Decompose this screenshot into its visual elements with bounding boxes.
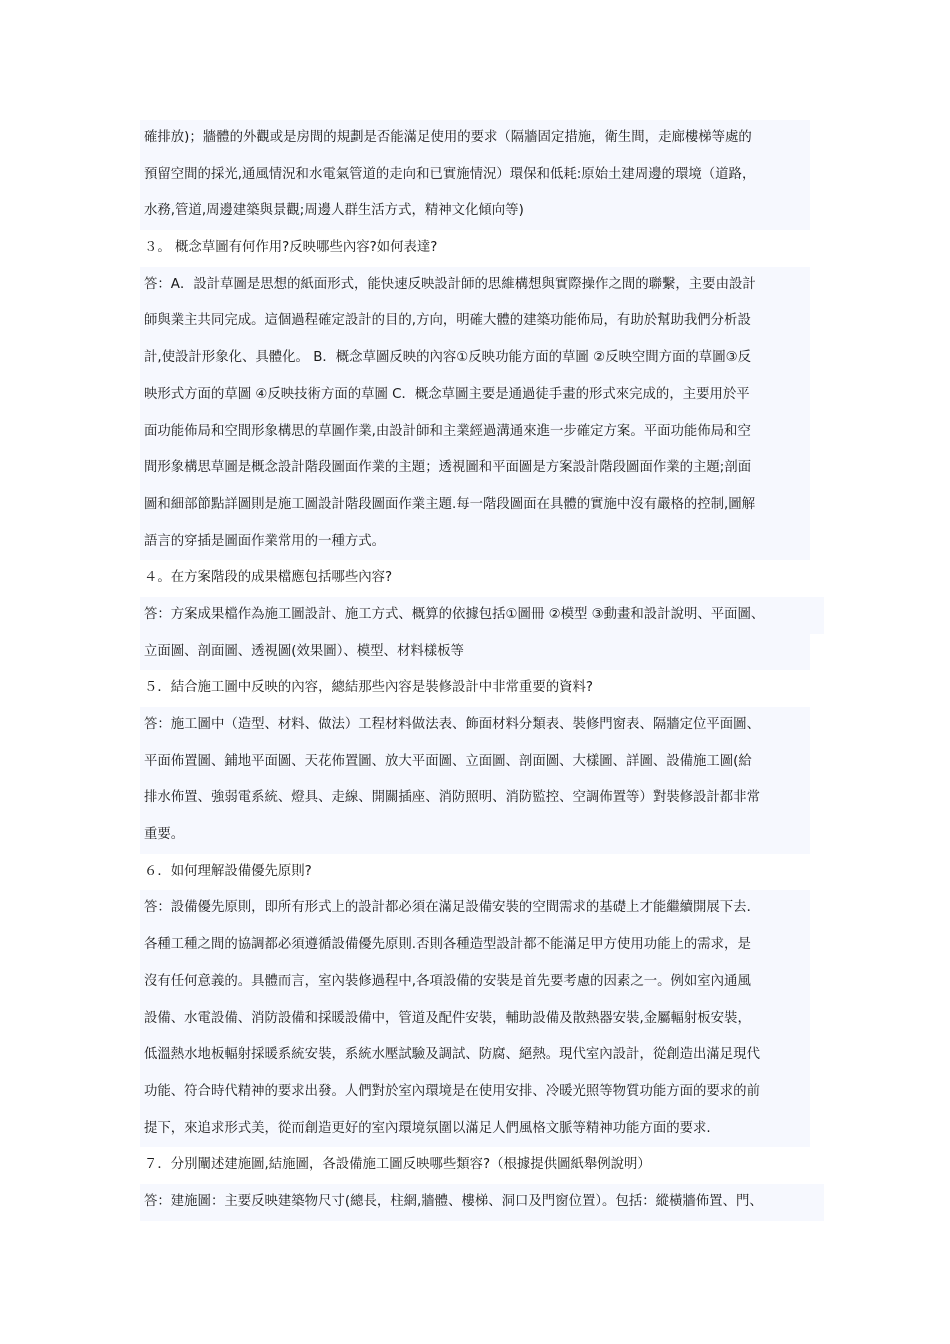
answer-line: 各種工種之間的協調都必須遵循設備優先原則.否則各種造型設計都不能滿足甲方使用功能上的需求，是	[140, 927, 810, 964]
answer-line: 師與業主共同完成。這個過程確定設計的目的,方向，明確大體的建築功能佈局，有助於幫助我們分析設	[140, 303, 810, 340]
answer-line: 答：建施圖：主要反映建築物尺寸(總長，柱網,牆體、樓梯、洞口及門窗位置）。包括：縱橫牆佈置、門、	[140, 1184, 824, 1221]
answer-line: 設備、水電設備、消防設備和採暖設備中，管道及配件安裝，輔助設備及散熱器安裝,金屬輻射板安裝，	[140, 1001, 810, 1038]
answer-line: 平面佈置圖、鋪地平面圖、天花佈置圖、放大平面圖、立面圖、剖面圖、大樣圖、詳圖、設備施工圖(給	[140, 744, 810, 781]
answer-line: 圖和細部節點詳圖則是施工圖設計階段圖面作業主題.每一階段圖面在具體的實施中沒有嚴格的控制,圖解	[140, 487, 810, 524]
answer-line: 低溫熱水地板輻射採暖系統安裝，系統水壓試驗及調試、防腐、絕熱。現代室內設計，從創造出滿足現代	[140, 1037, 810, 1074]
answer-line: 答：A．設計草圖是思想的紙面形式，能快速反映設計師的思維構想與實際操作之間的聯繫，主要由設計	[140, 267, 810, 304]
question-heading: ５．結合施工圖中反映的內容，總結那些內容是裝修設計中非常重要的資料?	[144, 680, 593, 696]
answer-line: 語言的穿插是圖面作業常用的一種方式。	[140, 524, 810, 561]
question-heading: ６．如何理解設備優先原則?	[144, 863, 312, 879]
question-heading: ７．分別闡述建施圖,結施圖，各設備施工圖反映哪些類容?（根據提供圖紙舉例說明）	[144, 1157, 651, 1173]
answer-line: 排水佈置、強弱電系統、燈具、走線、開關插座、消防照明、消防監控、空調佈置等）對裝修設計都非常	[140, 780, 810, 817]
answer-line: 答：設備優先原則，即所有形式上的設計都必須在滿足設備安裝的空間需求的基礎上才能繼續開展下去．	[140, 890, 810, 927]
answer-line: 映形式方面的草圖 ④反映技術方面的草圖 C．概念草圖主要是通過徒手畫的形式來完成的，主要用於平	[140, 377, 810, 414]
answer-line: 預留空間的採光,通風情況和水電氣管道的走向和已實施情況）環保和低耗:原始土建周邊的環境（道路，	[140, 157, 810, 194]
answer-line: 面功能佈局和空間形象構思的草圖作業,由設計師和主業經過溝通來進一步確定方案。平面功能佈局和空	[140, 414, 810, 451]
answer-line: 答：施工圖中（造型、材料、做法）工程材料做法表、飾面材料分類表、裝修門窗表、隔牆定位平面圖、	[140, 707, 810, 744]
answer-line: 沒有任何意義的。具體而言，室內裝修過程中,各項設備的安裝是首先要考慮的因素之一。例如室內通風	[140, 964, 810, 1001]
answer-line: 提下，來追求形式美，從而創造更好的室內環境氛圍以滿足人們風格文脈等精神功能方面的要求.	[140, 1111, 810, 1148]
answer-line: 重要。	[140, 817, 810, 854]
answer-line: 間形象構思草圖是概念設計階段圖面作業的主題；透視圖和平面圖是方案設計階段圖面作業的主題;剖面	[140, 450, 810, 487]
question-heading: ４。在方案階段的成果檔應包括哪些內容?	[144, 570, 393, 586]
document-body	[140, 120, 820, 1221]
answer-line: 答：方案成果檔作為施工圖設計、施工方式、概算的依據包括①圖冊 ②模型 ③動畫和設計說明、平面圖、	[140, 597, 824, 634]
question-heading: ３。 概念草圖有何作用?反映哪些內容?如何表達?	[144, 240, 438, 256]
answer-line: 水務,管道,周邊建築與景觀;周邊人群生活方式，精神文化傾向等)	[140, 193, 810, 230]
answer-line: 確排放)；牆體的外觀或是房間的規劃是否能滿足使用的要求（隔牆固定措施，衛生間，走廊樓梯等處的	[140, 120, 810, 157]
answer-line: 功能、符合時代精神的要求出發。人們對於室內環境是在使用安排、冷暖光照等物質功能方面的要求的前	[140, 1074, 810, 1111]
answer-line: 計,使設計形象化、具體化。 B．概念草圖反映的內容①反映功能方面的草圖 ②反映空間方面的草圖③反	[140, 340, 810, 377]
answer-line: 立面圖、剖面圖、透視圖(效果圖）、模型、材料樣板等	[140, 634, 810, 671]
